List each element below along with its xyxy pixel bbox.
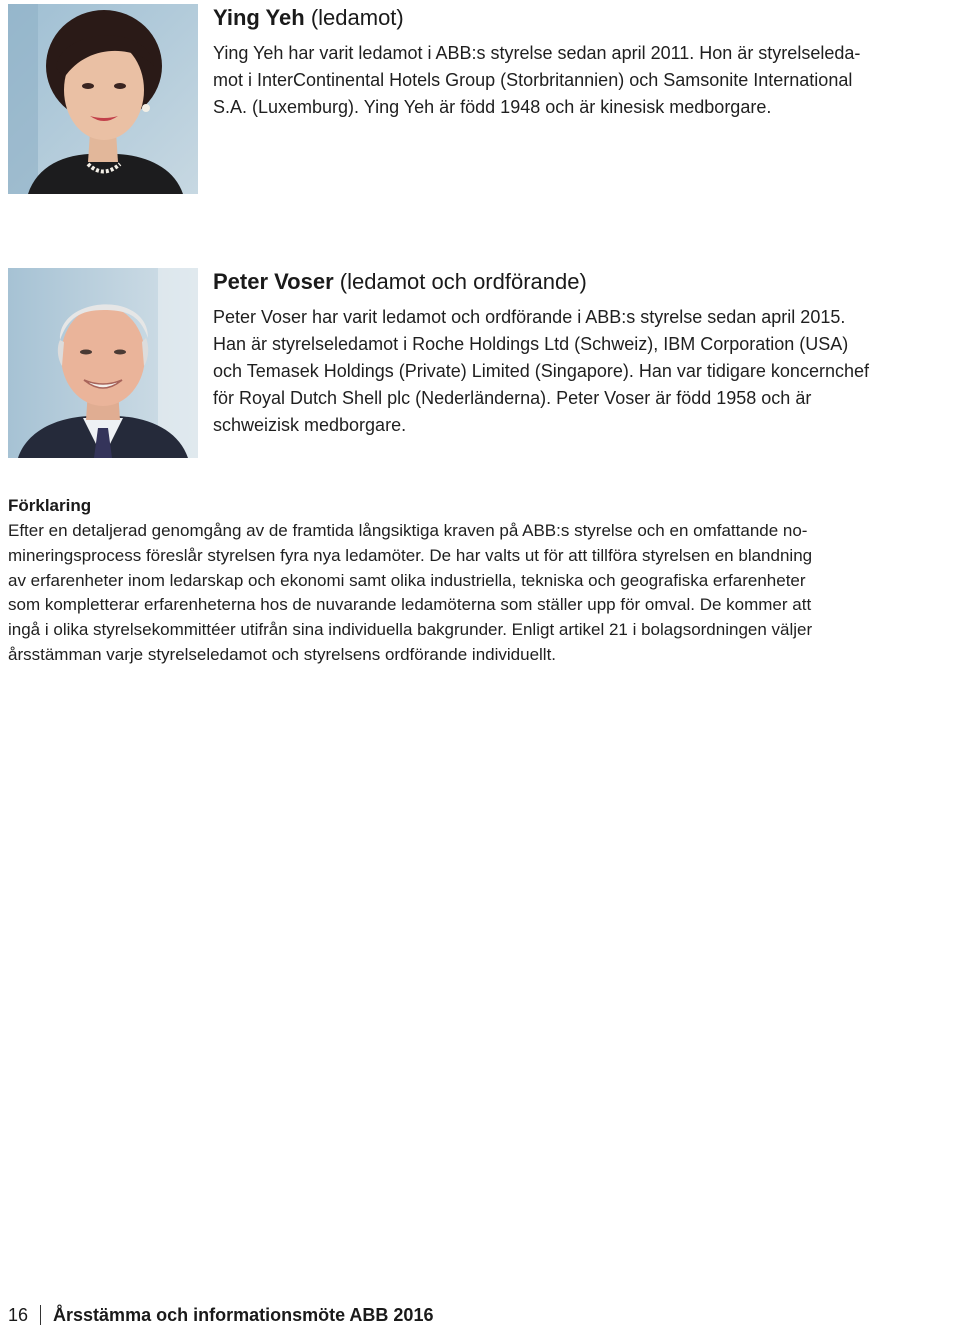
portrait-ying-yeh-image (8, 4, 198, 194)
person-bio (213, 304, 960, 439)
explanation-line: ingå i olika styrelsekommittéer utifrån sina individuella bakgrunder. Enligt artikel 21 i bolagsordningen väljer (8, 620, 813, 640)
bio-line: Han är styrelseledamot i Roche Holdings Ltd (Schweiz), IBM Corporation (USA) (213, 334, 849, 354)
person-heading (213, 4, 960, 32)
bio-line: mot i InterContinental Hotels Group (Storbritannien) och Samsonite International (213, 70, 853, 90)
portrait-peter-voser-image (8, 268, 198, 458)
person-heading (213, 268, 960, 296)
bio-line: för Royal Dutch Shell plc (Nederländerna). Peter Voser är född 1958 och är (213, 388, 812, 408)
explanation-line: av erfarenheter inom ledarskap och ekonomi samt olika industriella, tekniska och geografiska erfarenheter (8, 570, 806, 590)
person-role: (ledamot) (310, 5, 404, 30)
explanation-line: årsstämman varje styrelseledamot och styrelsens ordförande individuellt. (8, 644, 557, 664)
portrait-ying-yeh (8, 4, 198, 194)
page-footer (8, 1300, 433, 1330)
explanation-line: Efter en detaljerad genomgång av de framtida långsiktiga kraven på ABB:s styrelse och en omfattande no- (8, 521, 808, 540)
explanation-section (8, 494, 953, 668)
bio-line: S.A. (Luxemburg). Ying Yeh är född 1948 och är kinesisk medborgare. (213, 97, 772, 117)
person-ying-yeh (8, 4, 960, 196)
person-bio (213, 40, 960, 121)
bio-line: Peter Voser har varit ledamot och ordförande i ABB:s styrelse sedan april 2015. (213, 307, 846, 327)
explanation-line: som kompletterar erfarenheterna hos de nuvarande ledamöterna som ställer upp för omval. De kommer att (8, 595, 812, 615)
bio-line: Ying Yeh har varit ledamot i ABB:s styrelse sedan april 2011. Hon är styrelseleda- (213, 43, 861, 63)
document-title: Årsstämma och informationsmöte ABB 2016 (53, 1305, 434, 1325)
page-number: 16 (8, 1305, 29, 1325)
bio-line: och Temasek Holdings (Private) Limited (Singapore). Han var tidigare koncernchef (213, 361, 869, 381)
person-name: Ying Yeh (213, 5, 305, 30)
explanation-heading: Förklaring (8, 496, 92, 515)
person-peter-voser (8, 268, 960, 460)
explanation-text (8, 519, 953, 668)
bio-line: schweizisk medborgare. (213, 415, 407, 435)
footer-divider (40, 1305, 41, 1325)
explanation-line: mineringsprocess föreslår styrelsen fyra nya ledamöter. De har valts ut för att tillföra styrelsen en blandning (8, 545, 813, 565)
portrait-peter-voser (8, 268, 198, 458)
person-name: Peter Voser (213, 269, 334, 294)
bio-ying-yeh (213, 4, 960, 121)
bio-peter-voser (213, 268, 960, 439)
person-role: (ledamot och ordförande) (339, 269, 587, 294)
